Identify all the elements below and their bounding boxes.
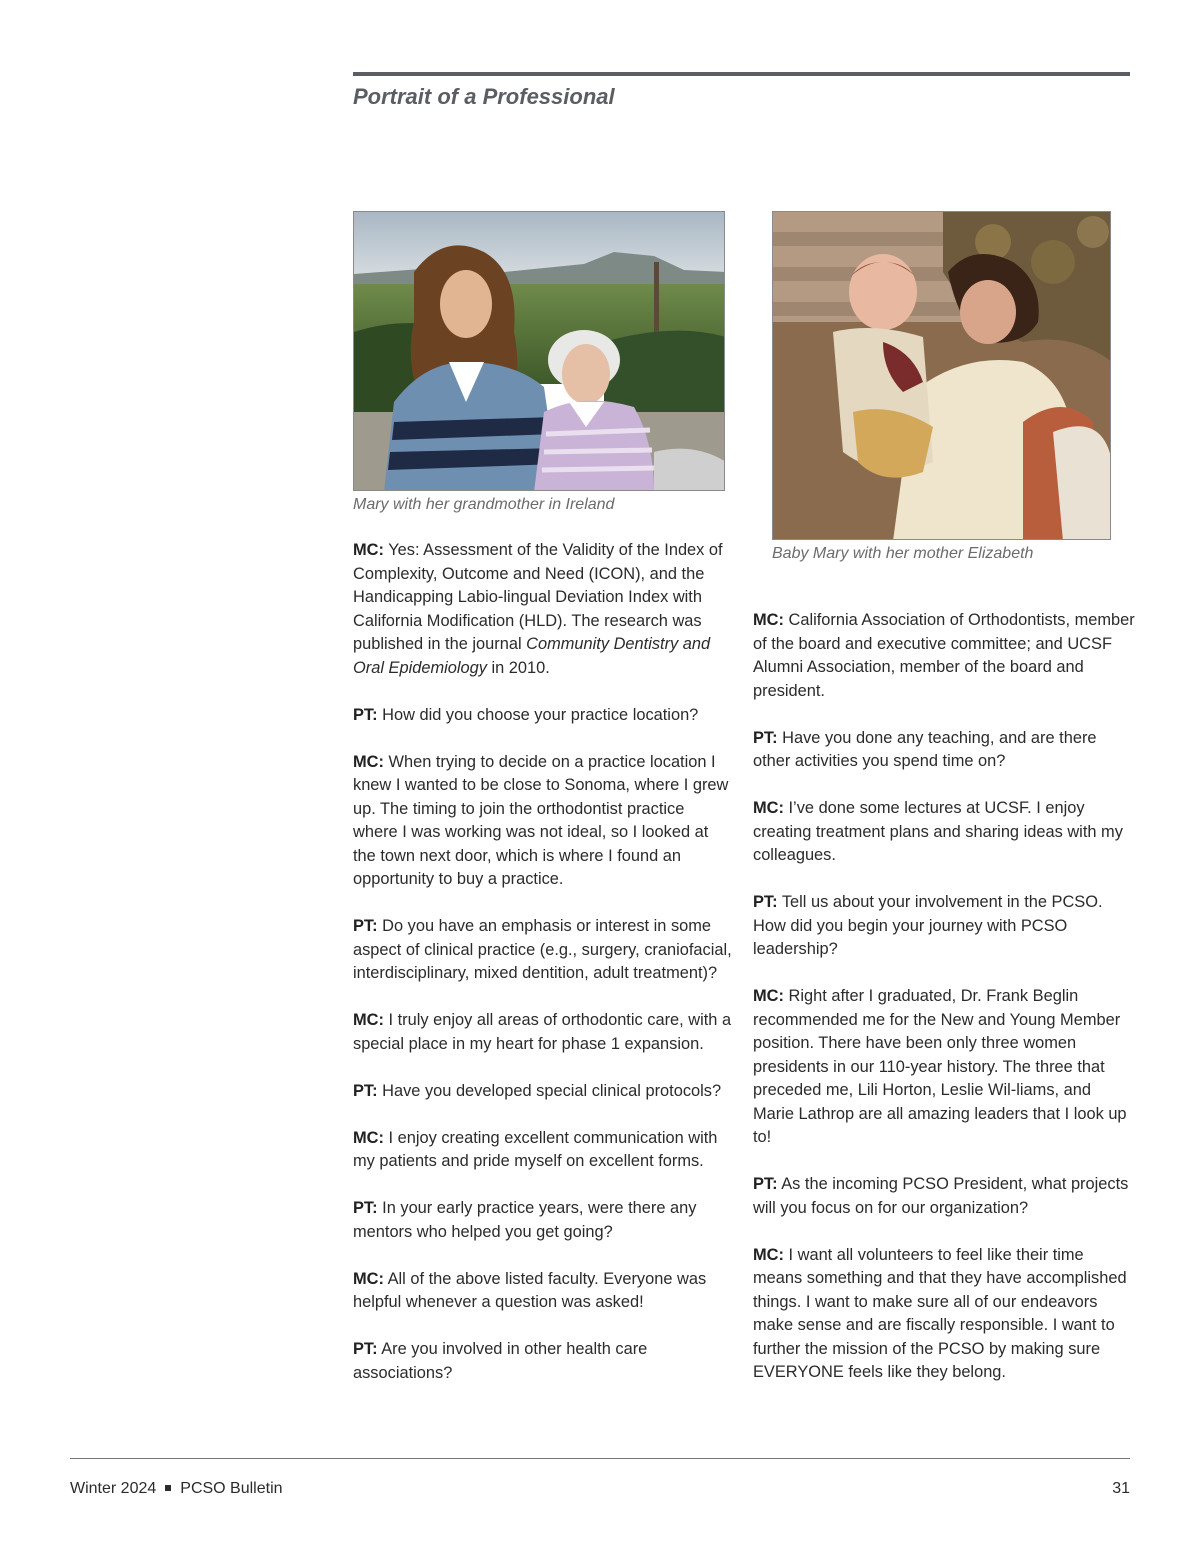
- interview-paragraph: [753, 727, 1135, 774]
- speaker-label: PT:: [353, 1199, 378, 1217]
- speaker-label: MC:: [753, 1245, 784, 1264]
- interview-paragraph: [353, 1338, 733, 1385]
- interview-paragraph: [353, 1009, 733, 1056]
- journal-title: Community Dentistry and Oral Epidemiology: [353, 635, 711, 677]
- answer-text: I want all volunteers to feel like their time means something and that they have accomplished things. I want to make sure all of our endeavors make sense and are fiscally responsible. I want to further the mission of the PCSO by making sure EVERYONE feels like they belong.: [753, 1245, 1127, 1381]
- photo-baby-with-mother: [772, 211, 1111, 540]
- footer-issue-info: [70, 1480, 283, 1498]
- interview-paragraph: [753, 797, 1135, 868]
- interview-paragraph: [353, 539, 733, 680]
- photo-caption: Mary with her grandmother in Ireland: [353, 496, 615, 513]
- answer-text: Tell us about your involvement in the PCSO. How did you begin your journey with PCSO leadership?: [753, 893, 1103, 958]
- speaker-label: MC:: [753, 987, 784, 1005]
- speaker-label: PT:: [353, 1081, 378, 1100]
- interview-paragraph: [353, 1197, 733, 1244]
- speaker-label: PT:: [753, 1175, 778, 1193]
- speaker-label: MC:: [353, 541, 384, 559]
- bullet-separator-icon: [165, 1485, 171, 1491]
- top-rule: [353, 72, 1130, 76]
- answer-text: Are you involved in other health care associations?: [353, 1340, 648, 1382]
- answer-text: How did you choose your practice location?: [377, 705, 699, 724]
- speaker-label: MC:: [353, 1011, 384, 1029]
- speaker-label: MC:: [353, 1269, 384, 1288]
- footer-issue: Winter 2024: [70, 1480, 157, 1497]
- interview-paragraph: [753, 985, 1135, 1150]
- answer-text: in 2010.: [486, 658, 550, 677]
- interview-paragraph: [353, 751, 733, 892]
- section-title: Portrait of a Professional: [353, 84, 615, 109]
- footer-rule: [70, 1458, 1130, 1459]
- speaker-label: PT:: [753, 728, 778, 747]
- speaker-label: PT:: [353, 917, 378, 935]
- speaker-label: MC:: [753, 611, 784, 629]
- speaker-label: MC:: [753, 799, 784, 817]
- answer-text: Right after I graduated, Dr. Frank Beglin recommended me for the New and Young Member position. There have been only three women presidents in our 110-year history. The three that preceded me, Lili Horton, Leslie Wil-liams, and Marie Lathrop are all amazing leaders that I look up to!: [753, 987, 1127, 1146]
- interview-paragraph: [353, 1268, 733, 1315]
- interview-column-right: [753, 609, 1135, 1408]
- answer-text: Do you have an emphasis or interest in some aspect of clinical practice (e.g., surgery, craniofacial, interdisciplinary, mixed dentition, adult treatment)?: [353, 917, 732, 982]
- interview-paragraph: [353, 1080, 733, 1104]
- answer-text: I’ve done some lectures at UCSF. I enjoy creating treatment plans and sharing ideas with my colleagues.: [753, 799, 1123, 864]
- answer-text: Have you developed special clinical protocols?: [377, 1081, 722, 1100]
- answer-text: I truly enjoy all areas of orthodontic care, with a special place in my heart for phase 1 expansion.: [353, 1011, 732, 1053]
- answer-text: California Association of Orthodontists, member of the board and executive committee; and UCSF Alumni Association, member of the board and president.: [753, 611, 1135, 700]
- answer-text: Have you done any teaching, and are there other activities you spend time on?: [753, 728, 1097, 770]
- interview-paragraph: [353, 915, 733, 986]
- interview-paragraph: [753, 609, 1135, 703]
- speaker-label: PT:: [353, 1340, 378, 1358]
- photo-grandmother-ireland: [353, 211, 725, 491]
- interview-paragraph: [753, 1244, 1135, 1385]
- answer-text: All of the above listed faculty. Everyone was helpful whenever a question was asked!: [353, 1269, 707, 1311]
- answer-text: Yes: Assessment of the Validity of the Index of Complexity, Outcome and Need (ICON), and the Handicapping Labio-lingual Deviation Index with California Modification (HLD). The research was published in the journal: [353, 541, 723, 653]
- interview-paragraph: [753, 891, 1135, 962]
- speaker-label: MC:: [353, 752, 384, 771]
- interview-column-left: [353, 539, 733, 1409]
- interview-paragraph: [753, 1173, 1135, 1220]
- speaker-label: MC:: [353, 1128, 384, 1147]
- photo-caption: Baby Mary with her mother Elizabeth: [772, 545, 1034, 562]
- speaker-label: PT:: [353, 705, 378, 724]
- speaker-label: PT:: [753, 893, 778, 911]
- answer-text: In your early practice years, were there any mentors who helped you get going?: [353, 1199, 697, 1241]
- answer-text: When trying to decide on a practice location I knew I wanted to be close to Sonoma, where I grew up. The timing to join the orthodontist practice where I was working was not ideal, so I looked at the town next door, which is where I found an opportunity to buy a practice.: [353, 752, 729, 888]
- interview-paragraph: [353, 704, 733, 728]
- interview-paragraph: [353, 1127, 733, 1174]
- page-number: 31: [1112, 1480, 1130, 1497]
- footer-publication: PCSO Bulletin: [180, 1480, 283, 1497]
- answer-text: I enjoy creating excellent communication with my patients and pride myself on excellent forms.: [353, 1128, 718, 1170]
- answer-text: As the incoming PCSO President, what projects will you focus on for our organization?: [753, 1175, 1129, 1217]
